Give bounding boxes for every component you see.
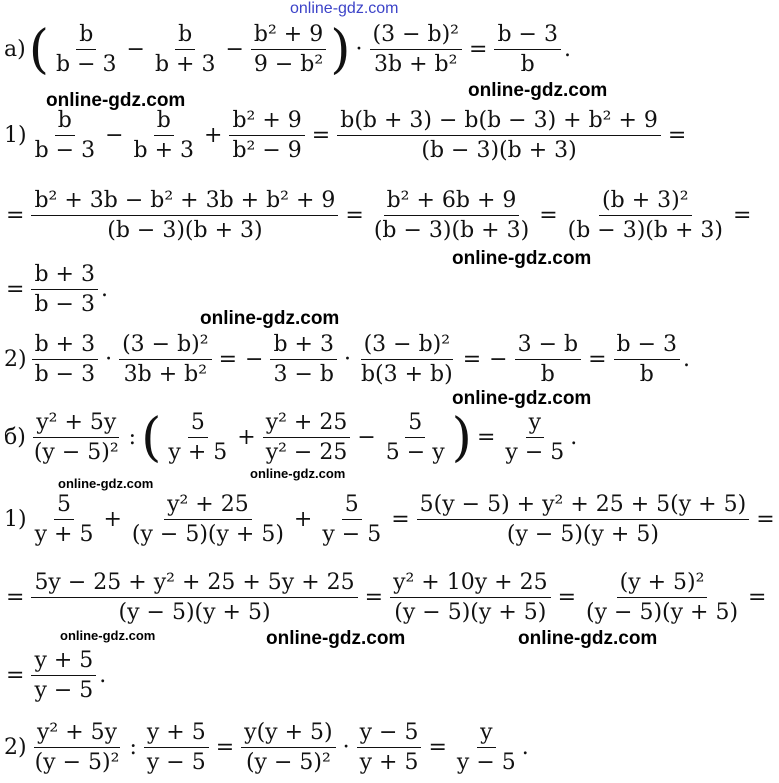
operator: + xyxy=(204,123,223,149)
numerator: 5 xyxy=(342,492,362,520)
step-label: 2) xyxy=(4,735,27,761)
operator: = xyxy=(428,735,447,761)
denominator: y − 5 xyxy=(322,522,382,548)
close-paren: ) xyxy=(330,19,351,80)
denominator: (y − 5)² xyxy=(34,750,120,776)
denominator: b − 3 xyxy=(34,292,95,318)
watermark-top: online-gdz.com xyxy=(290,0,399,17)
denominator: 3b + b² xyxy=(123,362,208,388)
fraction xyxy=(229,108,304,164)
denominator: (y − 5)(y + 5) xyxy=(506,522,659,548)
fraction xyxy=(371,188,532,244)
operator: = xyxy=(6,203,25,229)
period: . xyxy=(563,37,571,63)
fraction xyxy=(270,332,337,388)
numerator: y² + 5y xyxy=(34,720,120,748)
period: . xyxy=(100,277,108,303)
operator: − xyxy=(225,37,244,63)
denominator: y + 5 xyxy=(359,750,419,776)
denominator: b(3 + b) xyxy=(360,362,453,388)
operator: = xyxy=(476,425,496,451)
numerator: y² + 25 xyxy=(164,492,252,520)
numerator: y(y + 5) xyxy=(241,720,335,748)
numerator: 5y − 25 + y² + 25 + 5y + 25 xyxy=(31,570,357,598)
numerator: y xyxy=(526,410,544,438)
numerator: 5(y − 5) + y² + 25 + 5(y + 5) xyxy=(417,492,750,520)
period: . xyxy=(683,347,691,373)
fraction xyxy=(119,332,212,388)
watermark: online-gdz.com xyxy=(60,628,156,643)
denominator: (b − 3)(b + 3) xyxy=(107,218,263,244)
operator: = xyxy=(6,277,25,303)
step-a1-line xyxy=(4,108,690,164)
denominator: y − 5 xyxy=(146,750,206,776)
watermark: online-gdz.com xyxy=(250,466,346,481)
fraction xyxy=(53,22,120,78)
denominator: b² − 9 xyxy=(232,138,302,164)
step-label: 1) xyxy=(4,123,27,149)
operator: : xyxy=(128,425,137,451)
numerator: b − 3 xyxy=(614,332,681,360)
fraction xyxy=(32,492,97,548)
fraction xyxy=(31,262,98,318)
numerator: b xyxy=(154,108,174,136)
denominator: y + 5 xyxy=(34,522,94,548)
fraction xyxy=(144,720,209,776)
operator: + xyxy=(103,507,122,533)
denominator: b + 3 xyxy=(133,138,195,164)
denominator: y − 5 xyxy=(456,750,516,776)
numerator: b xyxy=(76,22,96,50)
operator: = xyxy=(756,507,775,533)
fraction xyxy=(129,492,287,548)
denominator: (y − 5)(y + 5) xyxy=(118,600,271,626)
denominator: y² − 25 xyxy=(265,440,348,466)
numerator: 5 xyxy=(188,410,208,438)
fraction xyxy=(357,720,422,776)
fraction xyxy=(454,720,519,776)
fraction xyxy=(152,22,219,78)
operator: = xyxy=(218,347,238,373)
operator: : xyxy=(129,735,137,761)
fraction xyxy=(131,108,198,164)
watermark: online-gdz.com xyxy=(58,476,154,491)
numerator: 5 xyxy=(405,410,425,438)
operator: + xyxy=(293,507,313,533)
step-a1-line-2 xyxy=(2,188,755,244)
fraction xyxy=(31,648,96,704)
denominator: (y − 5)(y + 5) xyxy=(394,600,547,626)
step-a1-result xyxy=(2,262,108,318)
fraction xyxy=(370,22,463,78)
numerator: b² + 3b − b² + 3b + b² + 9 xyxy=(31,188,338,216)
step-b1-line xyxy=(4,492,779,548)
operator: = xyxy=(6,663,25,689)
operator: = xyxy=(462,347,482,373)
denominator: b − 3 xyxy=(34,138,96,164)
watermark: online-gdz.com xyxy=(266,628,406,649)
fraction xyxy=(263,410,351,466)
denominator: 3b + b² xyxy=(374,52,458,78)
numerator: b² + 9 xyxy=(251,22,326,50)
fraction xyxy=(565,188,726,244)
denominator: 9 − b² xyxy=(253,52,324,78)
fraction xyxy=(31,570,357,626)
numerator: y² + 25 xyxy=(263,410,351,438)
numerator: b + 3 xyxy=(31,262,98,290)
numerator: (3 − b)² xyxy=(119,332,212,360)
fraction xyxy=(32,108,99,164)
step-b1-result xyxy=(2,648,106,704)
denominator: y − 5 xyxy=(505,440,565,466)
denominator: y + 5 xyxy=(168,440,228,466)
numerator: y² + 10y + 25 xyxy=(390,570,551,598)
operator: + xyxy=(237,425,256,451)
operator: = xyxy=(364,585,384,611)
operator: − xyxy=(245,347,264,373)
watermark: online-gdz.com xyxy=(200,308,340,329)
denominator: b − 3 xyxy=(34,362,96,388)
fraction xyxy=(241,720,335,776)
operator: · xyxy=(355,37,363,63)
denominator: (y − 5)² xyxy=(245,750,331,776)
numerator: b + 3 xyxy=(270,332,337,360)
numerator: b(b + 3) − b(b − 3) + b² + 9 xyxy=(337,108,661,136)
fraction xyxy=(614,332,681,388)
numerator: (3 − b)² xyxy=(370,22,463,50)
fraction xyxy=(32,332,99,388)
watermark: online-gdz.com xyxy=(46,90,186,111)
operator: = xyxy=(539,203,558,229)
step-a2-line xyxy=(4,332,690,388)
numerator: 5 xyxy=(54,492,74,520)
watermark: online-gdz.com xyxy=(452,248,592,269)
task-a-line xyxy=(4,19,571,80)
open-paren: ( xyxy=(28,19,49,80)
step-b2-line xyxy=(4,720,529,776)
denominator: 3 − b xyxy=(273,362,334,388)
fraction xyxy=(31,188,338,244)
fraction xyxy=(390,570,551,626)
operator: = xyxy=(6,585,25,611)
denominator: b + 3 xyxy=(154,52,216,78)
denominator: y − 5 xyxy=(34,678,94,704)
open-paren: ( xyxy=(141,407,162,468)
fraction xyxy=(583,570,741,626)
numerator: (y + 5)² xyxy=(617,570,708,598)
numerator: y − 5 xyxy=(357,720,422,748)
numerator: b xyxy=(55,108,75,136)
numerator: b − 3 xyxy=(494,22,561,50)
fraction xyxy=(515,332,582,388)
operator: = xyxy=(345,203,364,229)
fraction xyxy=(251,22,326,78)
task-b-label: б) xyxy=(4,425,26,451)
denominator: 5 − y xyxy=(385,440,445,466)
fraction xyxy=(32,720,123,776)
numerator: y² + 5y xyxy=(33,410,119,438)
task-a-label: а) xyxy=(4,37,26,63)
numerator: b² + 6b + 9 xyxy=(384,188,520,216)
close-paren: ) xyxy=(451,407,472,468)
fraction xyxy=(319,492,384,548)
operator: · xyxy=(342,735,350,761)
watermark: online-gdz.com xyxy=(518,628,658,649)
fraction xyxy=(417,492,750,548)
fraction xyxy=(383,410,448,466)
period: . xyxy=(570,425,578,451)
denominator: (b − 3)(b + 3) xyxy=(421,138,577,164)
operator: = xyxy=(557,585,577,611)
step-label: 2) xyxy=(4,347,27,373)
numerator: (3 − b)² xyxy=(361,332,454,360)
operator: − xyxy=(126,37,145,63)
denominator: (y − 5)(y + 5) xyxy=(131,522,284,548)
numerator: b² + 9 xyxy=(229,108,304,136)
watermark: online-gdz.com xyxy=(452,388,592,409)
operator: · xyxy=(105,347,113,373)
fraction xyxy=(358,332,456,388)
step-b1-line-2 xyxy=(2,570,770,626)
numerator: (b + 3)² xyxy=(599,188,692,216)
numerator: b + 3 xyxy=(32,332,99,360)
denominator: b xyxy=(540,362,555,388)
operator: = xyxy=(391,507,410,533)
operator: − xyxy=(357,425,376,451)
watermark: online-gdz.com xyxy=(468,80,608,101)
period: . xyxy=(99,663,107,689)
fraction xyxy=(165,410,230,466)
period: . xyxy=(521,735,529,761)
operator: = xyxy=(588,347,607,373)
task-b-line xyxy=(4,407,578,468)
operator: = xyxy=(311,123,331,149)
denominator: (b − 3)(b + 3) xyxy=(567,218,723,244)
denominator: (y − 5)² xyxy=(33,440,119,466)
numerator: 3 − b xyxy=(515,332,582,360)
denominator: b xyxy=(520,52,535,78)
operator: = xyxy=(469,37,488,63)
operator: = xyxy=(732,203,752,229)
operator: − xyxy=(489,347,508,373)
step-label: 1) xyxy=(4,507,27,533)
operator: − xyxy=(105,123,124,149)
fraction xyxy=(31,410,122,466)
denominator: (b − 3)(b + 3) xyxy=(373,218,530,244)
denominator: (y − 5)(y + 5) xyxy=(586,600,739,626)
fraction xyxy=(494,22,561,78)
numerator: y + 5 xyxy=(144,720,209,748)
fraction xyxy=(502,410,567,466)
numerator: b xyxy=(175,22,195,50)
fraction xyxy=(337,108,661,164)
numerator: y xyxy=(477,720,495,748)
operator: = xyxy=(748,585,767,611)
denominator: b xyxy=(639,362,654,388)
operator: · xyxy=(343,347,351,373)
operator: = xyxy=(667,123,687,149)
operator: = xyxy=(215,735,235,761)
numerator: y + 5 xyxy=(31,648,96,676)
denominator: b − 3 xyxy=(56,52,117,78)
